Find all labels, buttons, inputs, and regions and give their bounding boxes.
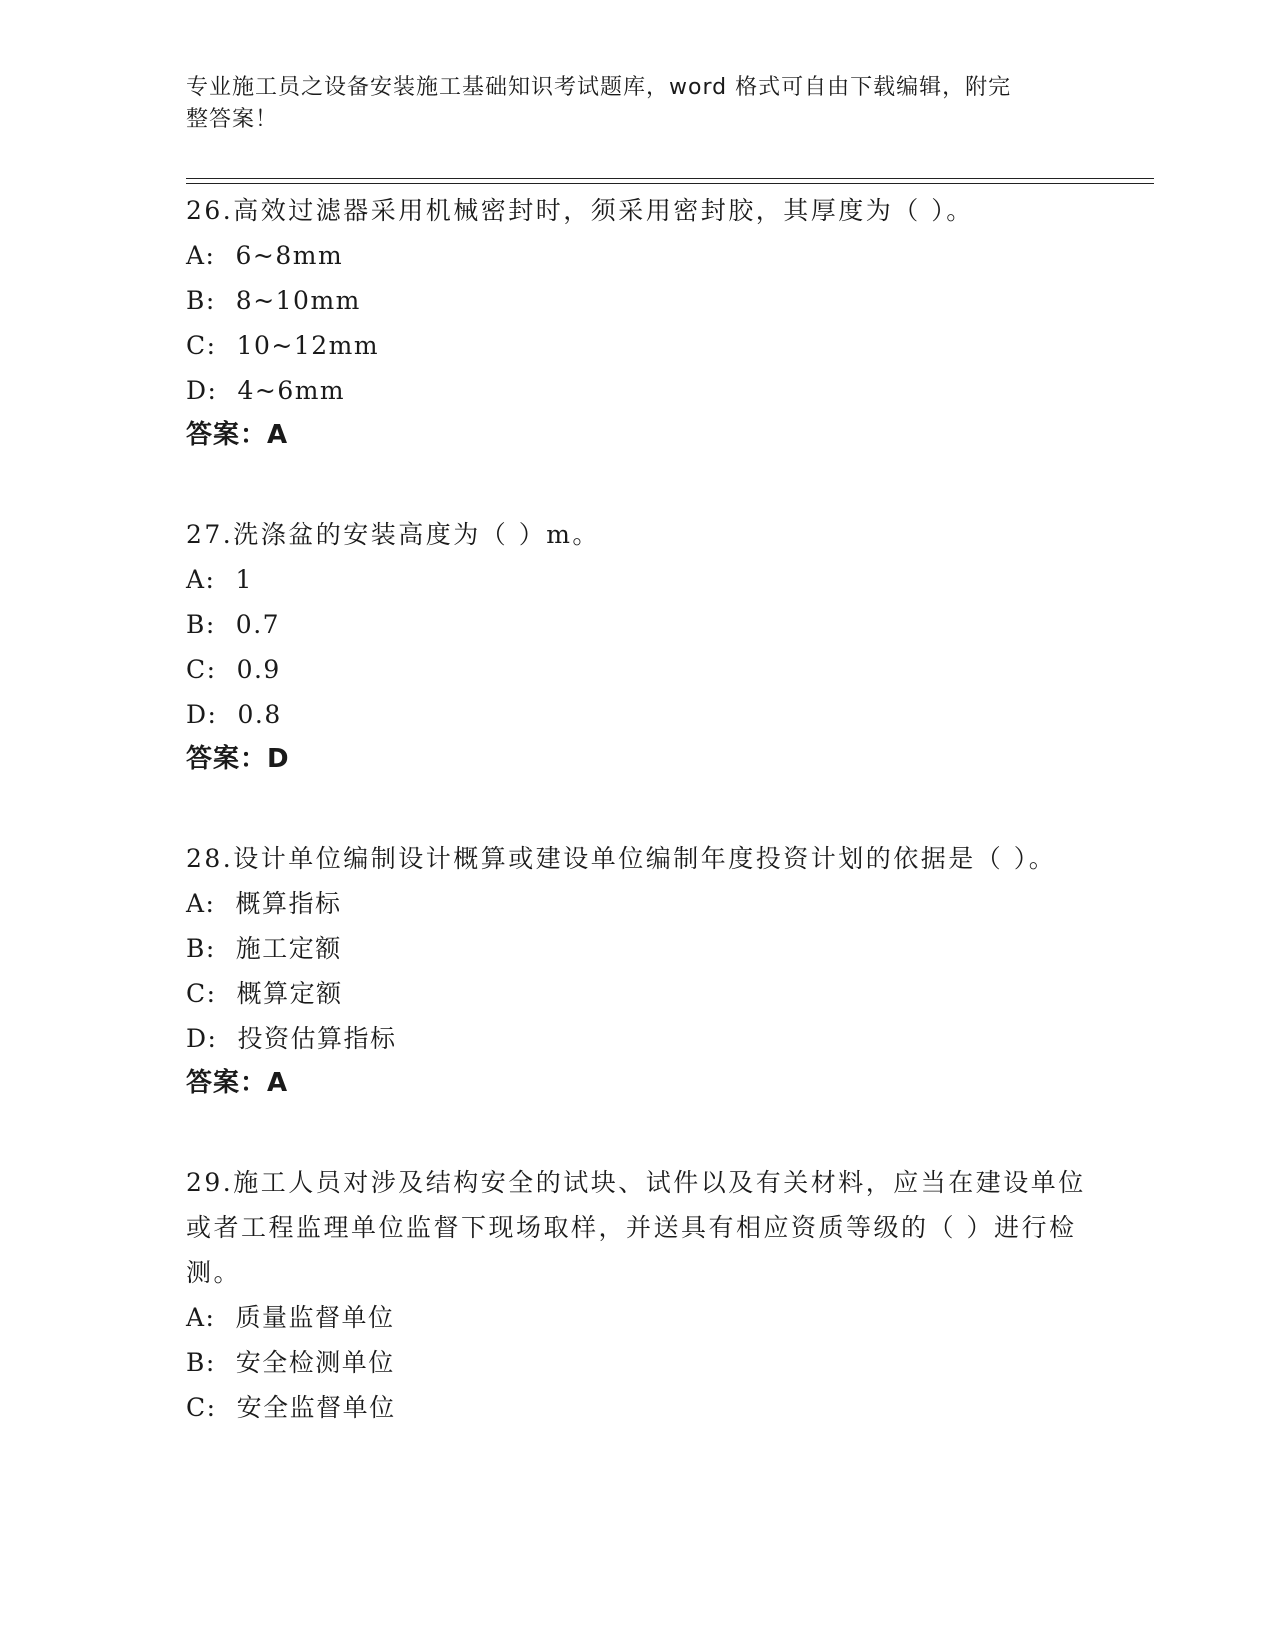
option-a (186, 881, 1086, 926)
option-text: 概算指标 (235, 889, 342, 918)
option-letter: C: (186, 331, 217, 360)
header-line-1: 专业施工员之设备安装施工基础知识考试题库，word 格式可自由下载编辑，附完 (186, 75, 1012, 100)
option-letter: B: (186, 610, 216, 639)
option-text: 1 (235, 565, 253, 594)
option-text: 施工定额 (235, 934, 342, 963)
option-letter: A: (186, 565, 216, 594)
option-text: 6~8mm (235, 241, 344, 270)
option-letter: C: (186, 1393, 217, 1422)
answer-label: 答案：D (186, 744, 290, 774)
option-text: 0.9 (236, 655, 281, 684)
header-line-2: 整答案！ (186, 107, 279, 132)
option-letter: B: (186, 934, 216, 963)
option-text: 4~6mm (237, 376, 346, 405)
option-text: 0.8 (237, 700, 282, 729)
option-a (186, 1295, 1086, 1340)
question-stem: 29.施工人员对涉及结构安全的试块、试件以及有关材料，应当在建设单位或者工程监理单位监督下现场取样，并送具有相应资质等级的（ ）进行检测。 (186, 1168, 1086, 1287)
question-stem: 28.设计单位编制设计概算或建设单位编制年度投资计划的依据是（ ）。 (186, 844, 1057, 873)
question-stem: 26.高效过滤器采用机械密封时，须采用密封胶，其厚度为（ ）。 (186, 196, 974, 225)
option-letter: B: (186, 286, 216, 315)
option-d (186, 1016, 1086, 1061)
option-letter: D: (186, 376, 218, 405)
option-letter: C: (186, 655, 217, 684)
option-d (186, 368, 1086, 413)
option-c (186, 323, 1086, 368)
option-text: 0.7 (235, 610, 281, 639)
question-stem: 27.洗涤盆的安装高度为（ ）m。 (186, 520, 600, 549)
option-c (186, 971, 1086, 1016)
question-list (186, 188, 1086, 1484)
header-divider-top (186, 178, 1154, 179)
option-d (186, 692, 1086, 737)
question-26 (186, 188, 1086, 458)
question-27 (186, 512, 1086, 782)
option-text: 安全检测单位 (235, 1348, 395, 1377)
option-letter: D: (186, 700, 218, 729)
option-letter: A: (186, 1303, 216, 1332)
option-letter: B: (186, 1348, 216, 1377)
answer-label: 答案：A (186, 1068, 289, 1098)
option-b (186, 278, 1086, 323)
option-a (186, 557, 1086, 602)
option-c (186, 647, 1086, 692)
option-text: 8~10mm (235, 286, 361, 315)
option-b (186, 1340, 1086, 1385)
document-header (186, 72, 1066, 136)
option-text: 质量监督单位 (235, 1303, 395, 1332)
answer-label: 答案：A (186, 420, 289, 450)
option-letter: D: (186, 1024, 218, 1053)
option-a (186, 233, 1086, 278)
option-text: 投资估算指标 (237, 1024, 397, 1053)
option-b (186, 926, 1086, 971)
option-text: 10~12mm (236, 331, 380, 360)
option-text: 概算定额 (236, 979, 343, 1008)
header-divider-bottom (186, 183, 1154, 184)
option-c (186, 1385, 1086, 1430)
option-text: 安全监督单位 (236, 1393, 396, 1422)
option-letter: A: (186, 241, 216, 270)
option-b (186, 602, 1086, 647)
question-29 (186, 1160, 1086, 1430)
question-28 (186, 836, 1086, 1106)
option-letter: C: (186, 979, 217, 1008)
option-letter: A: (186, 889, 216, 918)
